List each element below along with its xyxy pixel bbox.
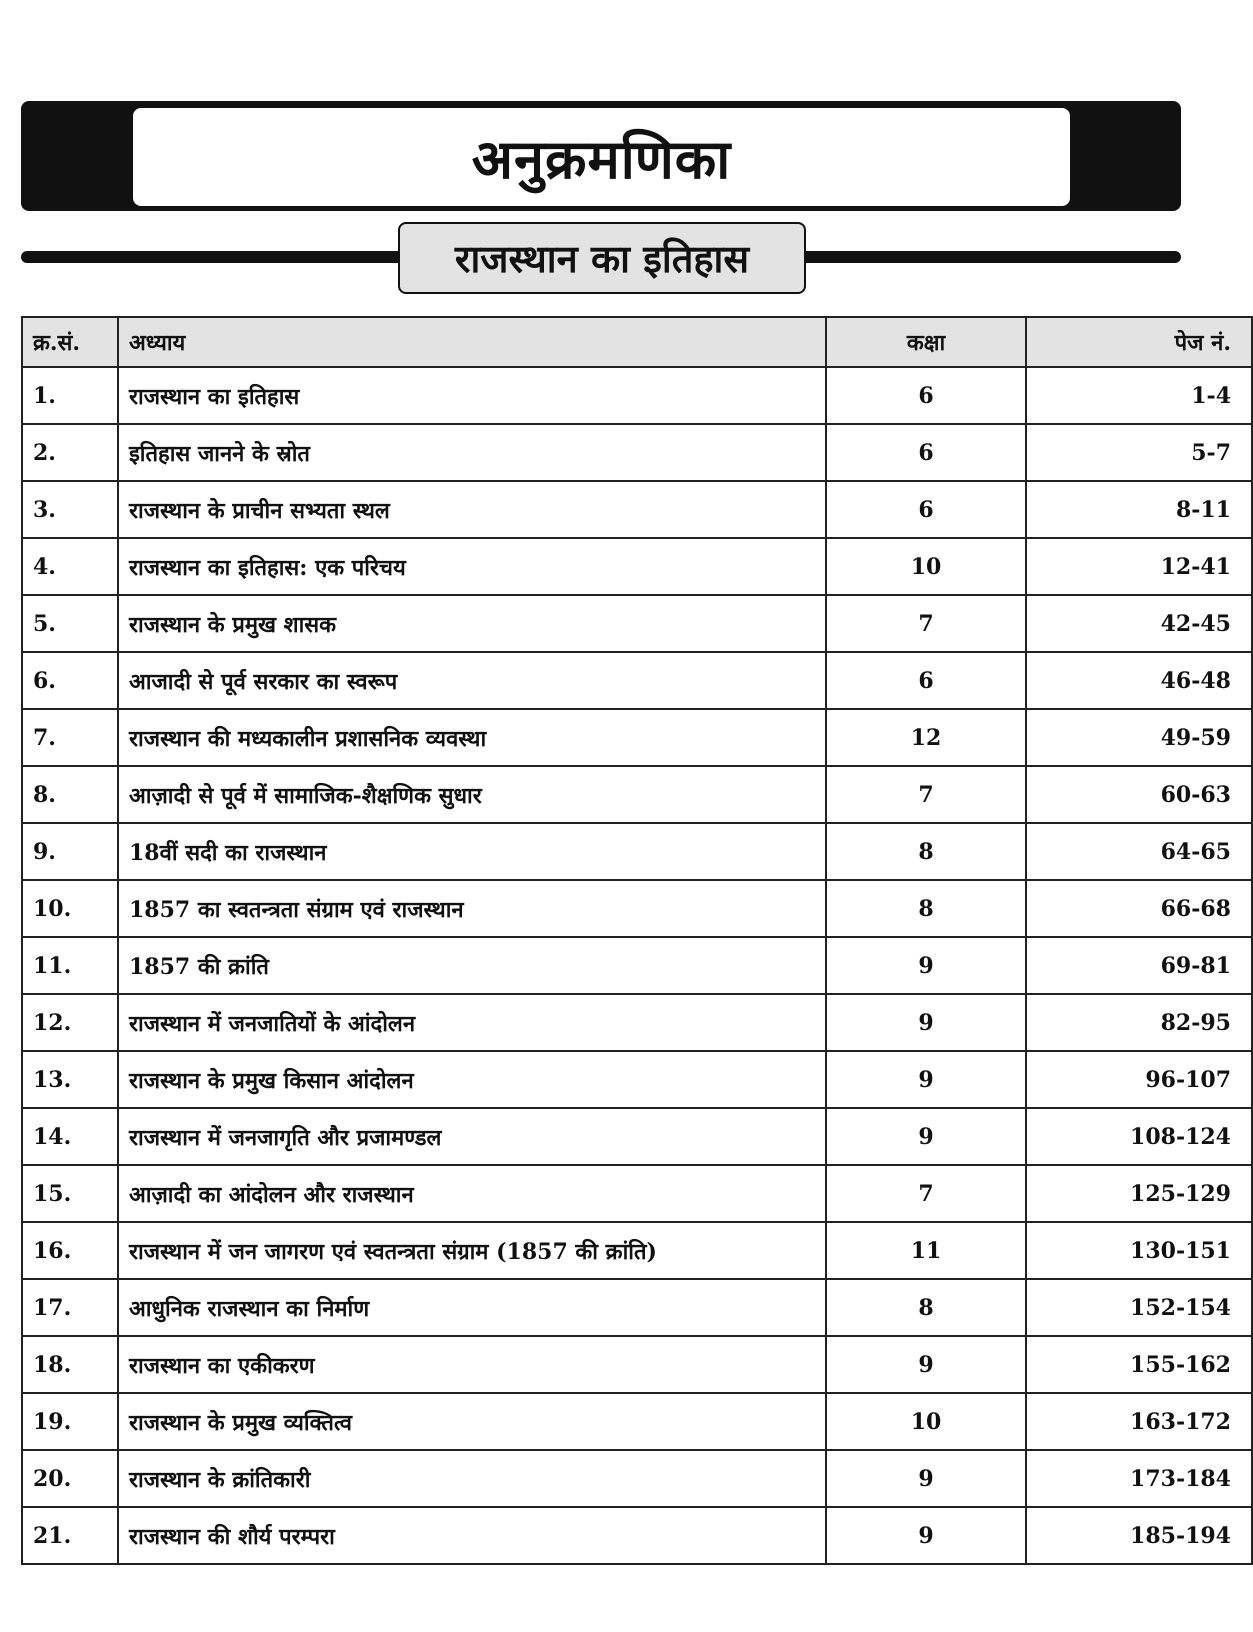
row-class: 6 bbox=[826, 424, 1026, 481]
row-pages: 66-68 bbox=[1026, 880, 1252, 937]
row-pages: 125-129 bbox=[1026, 1165, 1252, 1222]
row-class: 7 bbox=[826, 1165, 1026, 1222]
row-pages: 173-184 bbox=[1026, 1450, 1252, 1507]
row-class: 12 bbox=[826, 709, 1026, 766]
row-class: 6 bbox=[826, 367, 1026, 424]
row-pages: 1-4 bbox=[1026, 367, 1252, 424]
table-row bbox=[22, 709, 1252, 766]
row-serial: 3. bbox=[22, 481, 118, 538]
table-row bbox=[22, 823, 1252, 880]
row-serial: 12. bbox=[22, 994, 118, 1051]
row-chapter: 18वीं सदी का राजस्थान bbox=[118, 823, 826, 880]
row-pages: 152-154 bbox=[1026, 1279, 1252, 1336]
row-chapter: राजस्थान की मध्यकालीन प्रशासनिक व्यवस्था bbox=[118, 709, 826, 766]
row-serial: 11. bbox=[22, 937, 118, 994]
table-row bbox=[22, 1450, 1252, 1507]
table-row bbox=[22, 481, 1252, 538]
row-chapter: राजस्थान के प्रमुख शासक bbox=[118, 595, 826, 652]
row-class: 11 bbox=[826, 1222, 1026, 1279]
header-serial: क्र.सं. bbox=[22, 317, 118, 367]
row-serial: 5. bbox=[22, 595, 118, 652]
header-class: कक्षा bbox=[826, 317, 1026, 367]
row-class: 9 bbox=[826, 1051, 1026, 1108]
row-pages: 49-59 bbox=[1026, 709, 1252, 766]
row-class: 8 bbox=[826, 823, 1026, 880]
row-serial: 6. bbox=[22, 652, 118, 709]
table-row bbox=[22, 880, 1252, 937]
row-class: 8 bbox=[826, 1279, 1026, 1336]
row-serial: 19. bbox=[22, 1393, 118, 1450]
row-pages: 163-172 bbox=[1026, 1393, 1252, 1450]
row-serial: 18. bbox=[22, 1336, 118, 1393]
row-chapter: राजस्थान की शौर्य परम्परा bbox=[118, 1507, 826, 1564]
row-chapter: राजस्थान के क्रांतिकारी bbox=[118, 1450, 826, 1507]
table-row bbox=[22, 1108, 1252, 1165]
row-chapter: राजस्थान का एकीकरण bbox=[118, 1336, 826, 1393]
row-serial: 14. bbox=[22, 1108, 118, 1165]
row-chapter: राजस्थान के प्रमुख किसान आंदोलन bbox=[118, 1051, 826, 1108]
row-chapter: राजस्थान के प्राचीन सभ्यता स्थल bbox=[118, 481, 826, 538]
table-row bbox=[22, 994, 1252, 1051]
table-header-row bbox=[22, 317, 1252, 367]
row-pages: 185-194 bbox=[1026, 1507, 1252, 1564]
row-serial: 7. bbox=[22, 709, 118, 766]
row-chapter: राजस्थान का इतिहास: एक परिचय bbox=[118, 538, 826, 595]
row-serial: 1. bbox=[22, 367, 118, 424]
table-row bbox=[22, 1279, 1252, 1336]
row-pages: 155-162 bbox=[1026, 1336, 1252, 1393]
table-body bbox=[22, 367, 1252, 1564]
row-class: 6 bbox=[826, 481, 1026, 538]
header-chapter: अध्याय bbox=[118, 317, 826, 367]
row-pages: 46-48 bbox=[1026, 652, 1252, 709]
row-pages: 5-7 bbox=[1026, 424, 1252, 481]
row-serial: 17. bbox=[22, 1279, 118, 1336]
row-serial: 13. bbox=[22, 1051, 118, 1108]
row-class: 9 bbox=[826, 1336, 1026, 1393]
table-row bbox=[22, 1051, 1252, 1108]
table-row bbox=[22, 538, 1252, 595]
row-pages: 12-41 bbox=[1026, 538, 1252, 595]
row-pages: 8-11 bbox=[1026, 481, 1252, 538]
header-pages: पेज नं. bbox=[1026, 317, 1252, 367]
row-serial: 2. bbox=[22, 424, 118, 481]
row-chapter: आज़ादी से पूर्व में सामाजिक-शैक्षणिक सुधार bbox=[118, 766, 826, 823]
table-row bbox=[22, 1165, 1252, 1222]
row-class: 10 bbox=[826, 538, 1026, 595]
contents-table bbox=[21, 316, 1253, 1565]
row-class: 8 bbox=[826, 880, 1026, 937]
page-title: अनुक्रमणिका bbox=[471, 127, 732, 191]
row-class: 9 bbox=[826, 994, 1026, 1051]
table-row bbox=[22, 652, 1252, 709]
row-serial: 10. bbox=[22, 880, 118, 937]
row-pages: 130-151 bbox=[1026, 1222, 1252, 1279]
row-serial: 9. bbox=[22, 823, 118, 880]
table-row bbox=[22, 1393, 1252, 1450]
row-chapter: आजादी से पूर्व सरकार का स्वरूप bbox=[118, 652, 826, 709]
row-class: 7 bbox=[826, 766, 1026, 823]
row-class: 9 bbox=[826, 937, 1026, 994]
row-serial: 20. bbox=[22, 1450, 118, 1507]
table-row bbox=[22, 1507, 1252, 1564]
row-chapter: आज़ादी का आंदोलन और राजस्थान bbox=[118, 1165, 826, 1222]
row-class: 7 bbox=[826, 595, 1026, 652]
row-chapter: राजस्थान में जनजागृति और प्रजामण्डल bbox=[118, 1108, 826, 1165]
row-class: 6 bbox=[826, 652, 1026, 709]
table-row bbox=[22, 595, 1252, 652]
table-row bbox=[22, 1222, 1252, 1279]
table-row bbox=[22, 766, 1252, 823]
section-title-box bbox=[398, 222, 806, 294]
table-row bbox=[22, 424, 1252, 481]
row-serial: 16. bbox=[22, 1222, 118, 1279]
row-chapter: इतिहास जानने के स्रोत bbox=[118, 424, 826, 481]
row-chapter: 1857 की क्रांति bbox=[118, 937, 826, 994]
row-class: 9 bbox=[826, 1108, 1026, 1165]
row-class: 10 bbox=[826, 1393, 1026, 1450]
row-class: 9 bbox=[826, 1507, 1026, 1564]
row-pages: 108-124 bbox=[1026, 1108, 1252, 1165]
row-pages: 82-95 bbox=[1026, 994, 1252, 1051]
row-pages: 96-107 bbox=[1026, 1051, 1252, 1108]
row-chapter: राजस्थान में जनजातियों के आंदोलन bbox=[118, 994, 826, 1051]
row-class: 9 bbox=[826, 1450, 1026, 1507]
row-chapter: 1857 का स्वतन्त्रता संग्राम एवं राजस्थान bbox=[118, 880, 826, 937]
row-pages: 69-81 bbox=[1026, 937, 1252, 994]
row-chapter: राजस्थान का इतिहास bbox=[118, 367, 826, 424]
row-serial: 8. bbox=[22, 766, 118, 823]
row-serial: 21. bbox=[22, 1507, 118, 1564]
title-box bbox=[133, 108, 1070, 206]
row-chapter: राजस्थान में जन जागरण एवं स्वतन्त्रता संग्राम (1857 की क्रांति) bbox=[118, 1222, 826, 1279]
row-chapter: आधुनिक राजस्थान का निर्माण bbox=[118, 1279, 826, 1336]
row-pages: 64-65 bbox=[1026, 823, 1252, 880]
table-row bbox=[22, 1336, 1252, 1393]
row-chapter: राजस्थान के प्रमुख व्यक्तित्व bbox=[118, 1393, 826, 1450]
section-title: राजस्थान का इतिहास bbox=[454, 236, 750, 281]
table-row bbox=[22, 367, 1252, 424]
row-pages: 42-45 bbox=[1026, 595, 1252, 652]
row-pages: 60-63 bbox=[1026, 766, 1252, 823]
row-serial: 4. bbox=[22, 538, 118, 595]
table-row bbox=[22, 937, 1252, 994]
row-serial: 15. bbox=[22, 1165, 118, 1222]
